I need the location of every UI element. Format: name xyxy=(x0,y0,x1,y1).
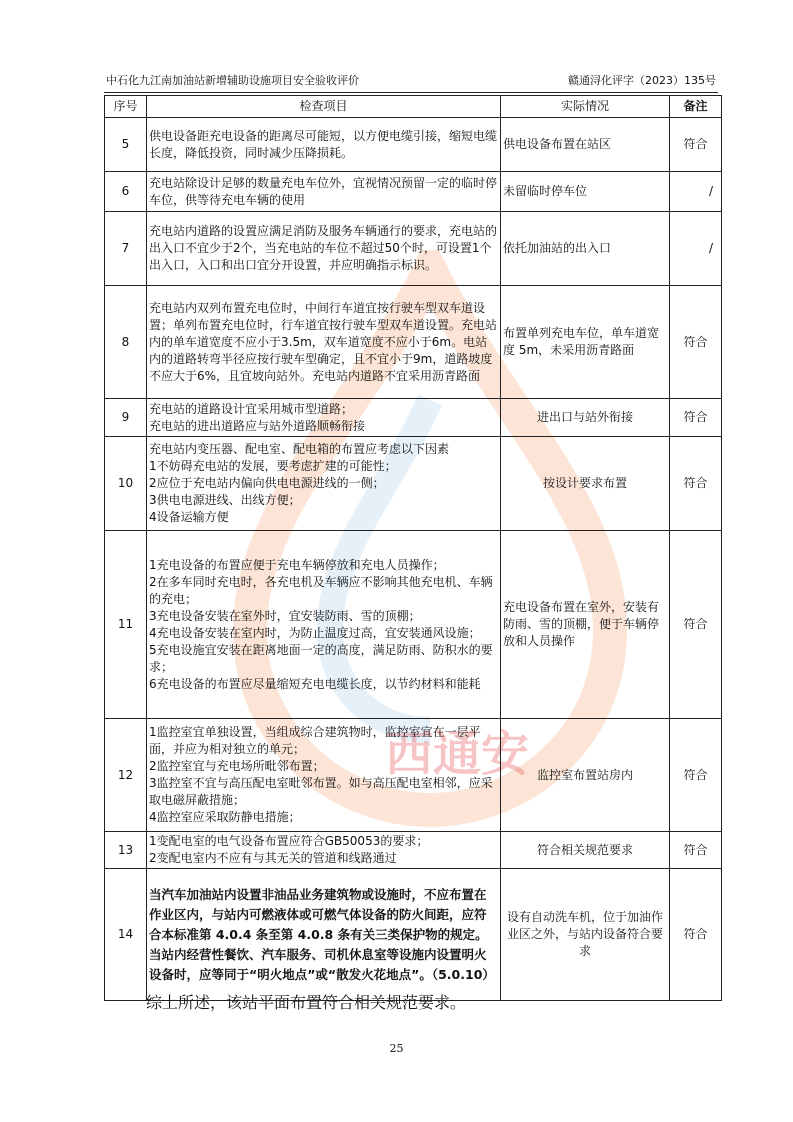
row-item: 1变配电室的电气设备布置应符合GB50053的要求； 2变配电室内不应有与其无关的管道和线路通过 xyxy=(147,832,501,869)
row-item: 充电站除设计足够的数量充电车位外，宜视情况预留一定的临时停车位，供等待充电车辆的使用 xyxy=(147,172,501,212)
row-note: 符合 xyxy=(670,869,722,1001)
summary-text: 综上所述，该站平面布置符合相关规范要求。 xyxy=(146,993,467,1012)
row-no: 7 xyxy=(105,212,147,286)
row-no: 13 xyxy=(105,832,147,869)
header-no: 序号 xyxy=(105,96,147,118)
row-item: 当汽车加油站内设置非油品业务建筑物或设施时，不应布置在作业区内，与站内可燃液体或可燃气体设备的防火间距，应符合本标准第 4.0.4 条至第 4.0.8 条有关三类保护物的规定。当站内经营性餐饮、汽车服务、司机休息室等设施内设置明火设备时，应等同于“明火地点”或“散发火花地点”。（5.0.10） xyxy=(147,869,501,1001)
row-actual: 供电设备布置在站区 xyxy=(501,118,670,172)
row-actual: 依托加油站的出入口 xyxy=(501,212,670,286)
document-title: 中石化九江南加油站新增辅助设施项目安全验收评价 xyxy=(106,74,359,87)
row-item: 充电站的道路设计宜采用城市型道路； 充电站的进出道路应与站外道路顺畅衔接 xyxy=(147,399,501,437)
row-note: 符合 xyxy=(670,286,722,399)
row-no: 11 xyxy=(105,531,147,719)
row-no: 5 xyxy=(105,118,147,172)
row-note: 符合 xyxy=(670,531,722,719)
row-no: 12 xyxy=(105,719,147,832)
table-row xyxy=(105,832,722,869)
header-note: 备注 xyxy=(670,96,722,118)
row-item: 充电站内道路的设置应满足消防及服务车辆通行的要求，充电站的出入口不宜少于2个，当充电站的车位不超过50个时，可设置1个出入口，入口和出口宜分开设置，并应明确指示标识。 xyxy=(147,212,501,286)
table-row xyxy=(105,172,722,212)
report-number: 赣通浔化评字（2023）135号 xyxy=(568,74,716,87)
row-no: 6 xyxy=(105,172,147,212)
row-actual: 充电设备布置在室外，安装有防雨、雪的顶棚，便于车辆停放和人员操作 xyxy=(501,531,670,719)
row-note: 符合 xyxy=(670,399,722,437)
row-actual: 布置单列充电车位，单车道宽度 5m，未采用沥青路面 xyxy=(501,286,670,399)
row-no: 9 xyxy=(105,399,147,437)
table-row xyxy=(105,118,722,172)
row-item: 充电站内变压器、配电室、配电箱的布置应考虑以下因素 1不妨碍充电站的发展，要考虑扩建的可能性； 2应位于充电站内偏向供电电源进线的一侧； 3供电电源进线、出线方便； 4设备运输方便 xyxy=(147,437,501,531)
row-note: 符合 xyxy=(670,118,722,172)
watermark-text: 西通安 xyxy=(385,726,530,782)
row-actual: 设有自动洗车机，位于加油作业区之外，与站内设备符合要求 xyxy=(501,869,670,1001)
row-actual: 符合相关规范要求 xyxy=(501,832,670,869)
row-actual: 监控室布置站房内 xyxy=(501,719,670,832)
row-note: 符合 xyxy=(670,719,722,832)
table-row xyxy=(105,212,722,286)
row-note: / xyxy=(670,172,722,212)
row-actual: 进出口与站外衔接 xyxy=(501,399,670,437)
row-item: 充电站内双列布置充电位时，中间行车道宜按行驶车型双车道设置；单列布置充电位时，行车道宜按行驶车型双车道设置。充电站内的单车道宽度不应小于3.5m，双车道宽度不应小于6m。电站内的道路转弯半径应按行驶车型确定，且不宜小于9m，道路坡度不应大于6%，且宜坡向站外。充电站内道路不宜采用沥青路面 xyxy=(147,286,501,399)
header-actual: 实际情况 xyxy=(501,96,670,118)
table-row xyxy=(105,719,722,832)
row-no: 10 xyxy=(105,437,147,531)
table-row xyxy=(105,869,722,1001)
page-number: 25 xyxy=(389,1042,404,1055)
row-note: 符合 xyxy=(670,437,722,531)
header-item: 检查项目 xyxy=(147,96,501,118)
row-note: 符合 xyxy=(670,832,722,869)
table-row xyxy=(105,286,722,399)
table-row xyxy=(105,531,722,719)
row-no: 8 xyxy=(105,286,147,399)
page-header xyxy=(104,70,718,93)
table-row xyxy=(105,399,722,437)
row-item: 1监控室宜单独设置，当组成综合建筑物时，监控室宜在一层平面，并应为相对独立的单元； 2监控室宜与充电场所毗邻布置； 3监控室不宜与高压配电室毗邻布置。如与高压配电室相邻，应采取电磁屏蔽措施； 4监控室应采取防静电措施； xyxy=(147,719,501,832)
inspection-table xyxy=(104,95,722,1001)
row-actual: 按设计要求布置 xyxy=(501,437,670,531)
row-item: 1充电设备的布置应便于充电车辆停放和充电人员操作； 2在多车同时充电时，各充电机及车辆应不影响其他充电机、车辆的充电； 3充电设备安装在室外时，宜安装防雨、雪的顶棚； 4充电设备安装在室内时，为防止温度过高，宜安装通风设施； 5充电设施宜安装在距离地面一定的高度，满足防雨、防积水的要求； 6充电设备的布置应尽量缩短充电电缆长度，以节约材料和能耗 xyxy=(147,531,501,719)
row-note: / xyxy=(670,212,722,286)
table-header-row xyxy=(105,96,722,118)
row-no: 14 xyxy=(105,869,147,1001)
row-item: 供电设备距充电设备的距离尽可能短，以方便电缆引接，缩短电缆长度，降低投资，同时减少压降损耗。 xyxy=(147,118,501,172)
table-row xyxy=(105,437,722,531)
row-actual: 未留临时停车位 xyxy=(501,172,670,212)
